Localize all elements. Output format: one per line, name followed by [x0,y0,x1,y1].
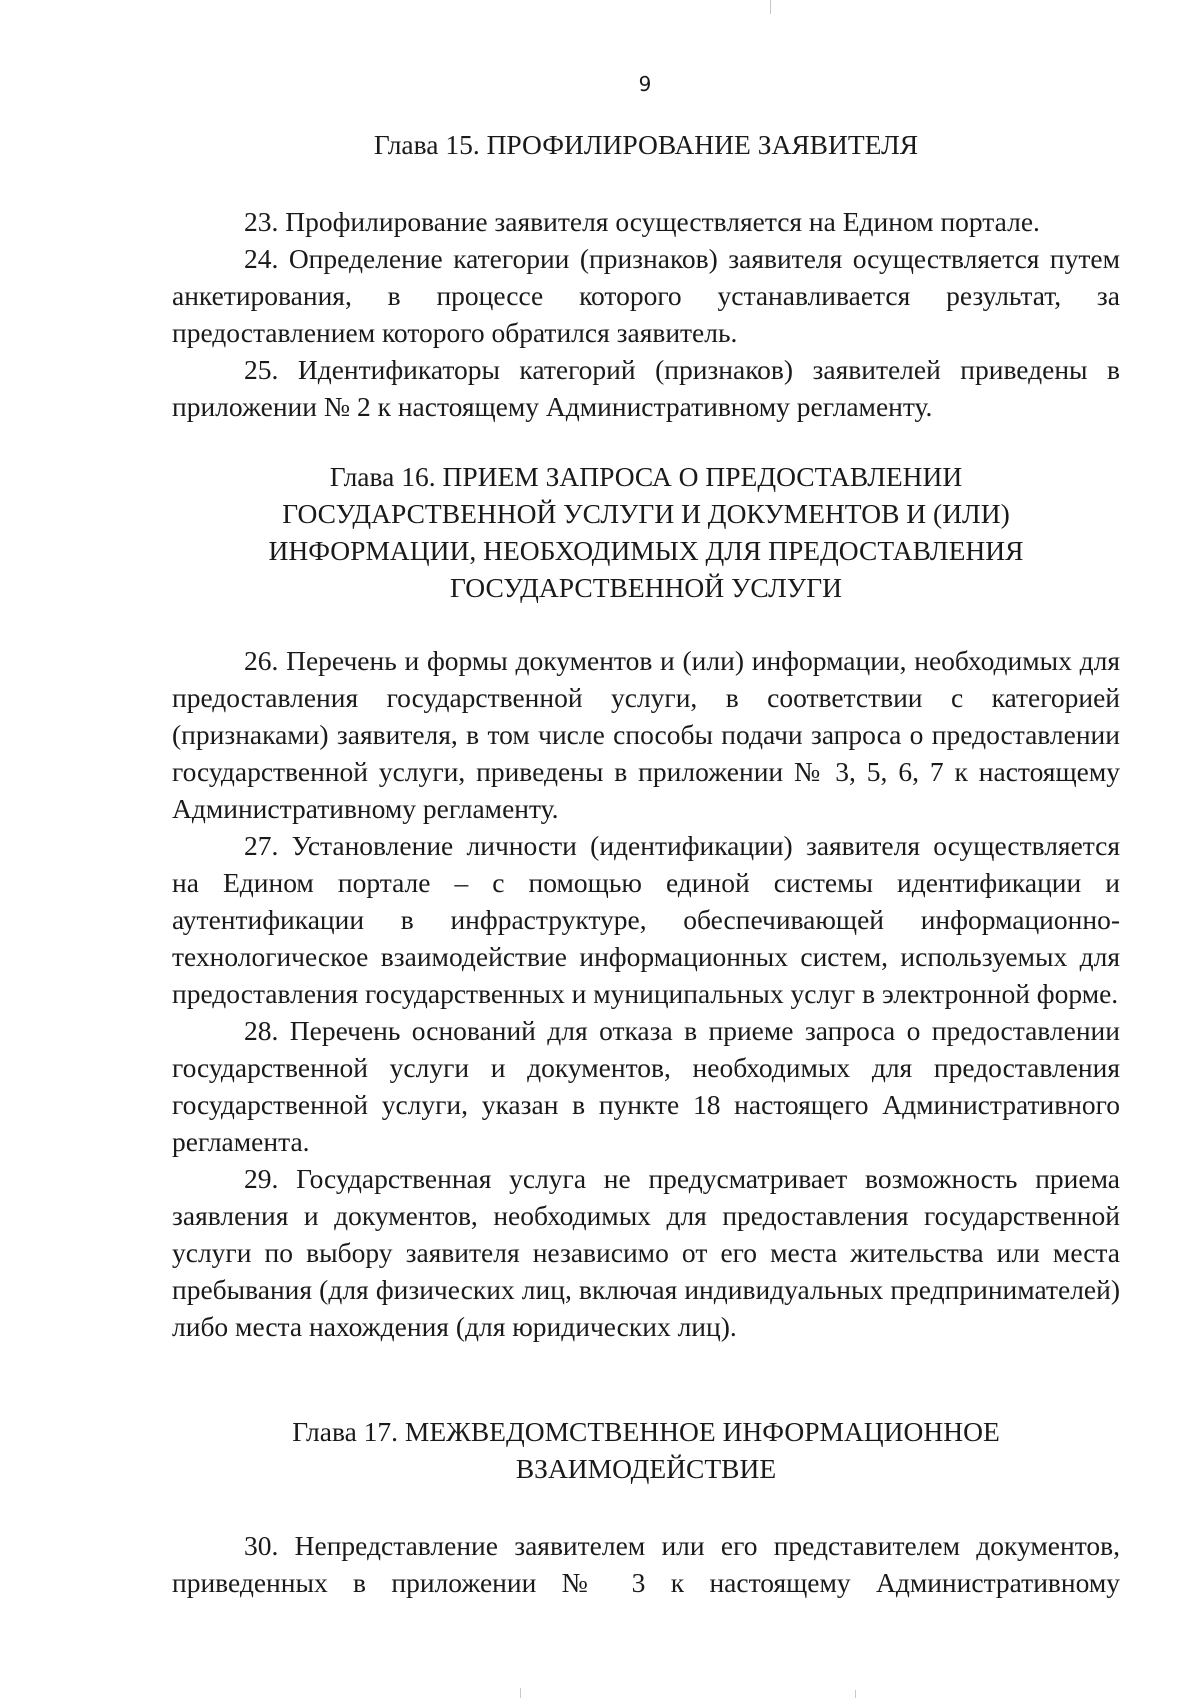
paragraph-28: 28. Перечень оснований для отказа в приеме запроса о предоставлении государственной услуги и документов, необходимых для предоставления государственной услуги, указан в пункте 18 настоящего Административного регламента. [172,1015,1120,1157]
chapter-title-line: ГОСУДАРСТВЕННОЙ УСЛУГИ [450,572,842,603]
chapter-title: Глава 15. ПРОФИЛИРОВАНИЕ ЗАЯВИТЕЛЯ [373,129,919,160]
scan-artifact-top [770,0,771,14]
chapter-15-heading [172,126,1120,163]
paragraph-29: 29. Государственная услуга не предусматривает возможность приема заявления и документов, необходимых для предоставления государственной услуги по выбору заявителя независимо от его места жительства или места пребывания (для физических лиц, включая индивидуальных предпринимателей) либо места нахождения (для юридических лиц). [172,1163,1120,1342]
paragraph-30: 30. Непредставление заявителем или его представителем документов, приведенных в приложении № 3 к настоящему Административному [172,1530,1120,1598]
chapter-title-line: ГОСУДАРСТВЕННОЙ УСЛУГИ И ДОКУМЕНТОВ И (ИЛИ) [282,498,1010,529]
page-number: 9 [638,72,652,96]
chapter-16-heading [172,458,1120,606]
scan-artifact-bottom-right [855,1690,856,1698]
paragraph-23: 23. Профилирование заявителя осуществляется на Едином портале. [244,206,1040,237]
chapter-15-body [172,203,1120,425]
scan-artifact-bottom-left [520,1688,521,1698]
chapter-17-heading [172,1413,1120,1487]
chapter-16-body [172,642,1120,1345]
paragraph-27: 27. Установление личности (идентификации) заявителя осуществляется на Едином портале – с помощью единой системы идентификации и аутентификации в инфраструктуре, обеспечивающей информационно-технологическое взаимодействие информационных систем, используемых для предоставления государственных и муниципальных услуг в электронной форме. [172,830,1120,1009]
paragraph-25: 25. Идентификаторы категорий (признаков) заявителей приведены в приложении № 2 к настоящему Административному регламенту. [172,354,1120,422]
chapter-17-body [172,1527,1120,1601]
paragraph-24: 24. Определение категории (признаков) заявителя осуществляется путем анкетирования, в процессе которого устанавливается результат, за предоставлением которого обратился заявитель. [172,243,1120,348]
chapter-title-line: ВЗАИМОДЕЙСТВИЕ [515,1453,777,1484]
chapter-title-line: Глава 17. МЕЖВЕДОМСТВЕННОЕ ИНФОРМАЦИОННОЕ [292,1416,1000,1447]
paragraph-26: 26. Перечень и формы документов и (или) информации, необходимых для предоставления государственной услуги, в соответствии с категорией (признаками) заявителя, в том числе способы подачи запроса о предоставлении государственной услуги, приведены в приложении № 3, 5, 6, 7 к настоящему Административному регламенту. [172,645,1120,824]
chapter-title-line: ИНФОРМАЦИИ, НЕОБХОДИМЫХ ДЛЯ ПРЕДОСТАВЛЕНИЯ [268,535,1024,566]
chapter-title-line: Глава 16. ПРИЕМ ЗАПРОСА О ПРЕДОСТАВЛЕНИИ [329,461,963,492]
